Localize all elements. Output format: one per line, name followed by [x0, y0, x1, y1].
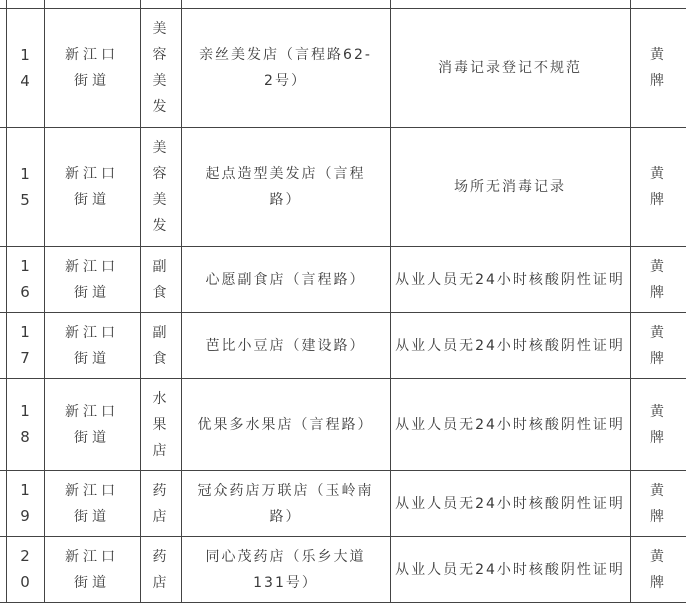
row-category: 美容美发 [140, 9, 181, 128]
table-row [0, 379, 686, 471]
row-category: 水果店 [140, 379, 181, 471]
row-issue: 场所无消毒记录 [390, 128, 630, 247]
table-row [0, 471, 686, 537]
row-sanction: 黄牌 [630, 379, 686, 471]
row-sanction: 黄牌 [630, 128, 686, 247]
row-shop-name: 亲丝美发店（言程路62-2号） [181, 9, 390, 128]
row-street: 新江口街道 [44, 537, 140, 603]
row-number: 18 [6, 379, 44, 471]
row-sanction: 黄牌 [630, 9, 686, 128]
row-issue: 从业人员无24小时核酸阴性证明 [390, 313, 630, 379]
row-category: 药店 [140, 537, 181, 603]
row-street: 新江口街道 [44, 379, 140, 471]
row-number: 20 [6, 537, 44, 603]
row-street: 新江口街道 [44, 9, 140, 128]
row-street: 新江口街道 [44, 128, 140, 247]
row-category: 药店 [140, 471, 181, 537]
row-shop-name: 同心茂药店（乐乡大道131号） [181, 537, 390, 603]
row-issue: 从业人员无24小时核酸阴性证明 [390, 471, 630, 537]
row-number: 17 [6, 313, 44, 379]
row-number: 19 [6, 471, 44, 537]
row-category: 副食 [140, 247, 181, 313]
row-category: 副食 [140, 313, 181, 379]
table-row [0, 247, 686, 313]
row-number: 14 [6, 9, 44, 128]
row-street: 新江口街道 [44, 313, 140, 379]
row-issue: 从业人员无24小时核酸阴性证明 [390, 537, 630, 603]
row-sanction: 黄牌 [630, 471, 686, 537]
row-shop-name: 芭比小豆店（建设路） [181, 313, 390, 379]
table-row-partial [0, 0, 686, 9]
table-row [0, 537, 686, 603]
row-sanction: 黄牌 [630, 313, 686, 379]
table-row [0, 9, 686, 128]
row-issue: 从业人员无24小时核酸阴性证明 [390, 247, 630, 313]
row-shop-name: 冠众药店万联店（玉岭南路） [181, 471, 390, 537]
table-row [0, 313, 686, 379]
row-number: 15 [6, 128, 44, 247]
table-row [0, 128, 686, 247]
row-street: 新江口街道 [44, 471, 140, 537]
row-sanction: 黄牌 [630, 537, 686, 603]
row-shop-name: 起点造型美发店（言程路） [181, 128, 390, 247]
row-issue: 从业人员无24小时核酸阴性证明 [390, 379, 630, 471]
row-issue: 消毒记录登记不规范 [390, 9, 630, 128]
row-shop-name: 优果多水果店（言程路） [181, 379, 390, 471]
row-shop-name: 心愿副食店（言程路） [181, 247, 390, 313]
row-category: 美容美发 [140, 128, 181, 247]
row-street: 新江口街道 [44, 247, 140, 313]
row-number: 16 [6, 247, 44, 313]
row-sanction: 黄牌 [630, 247, 686, 313]
